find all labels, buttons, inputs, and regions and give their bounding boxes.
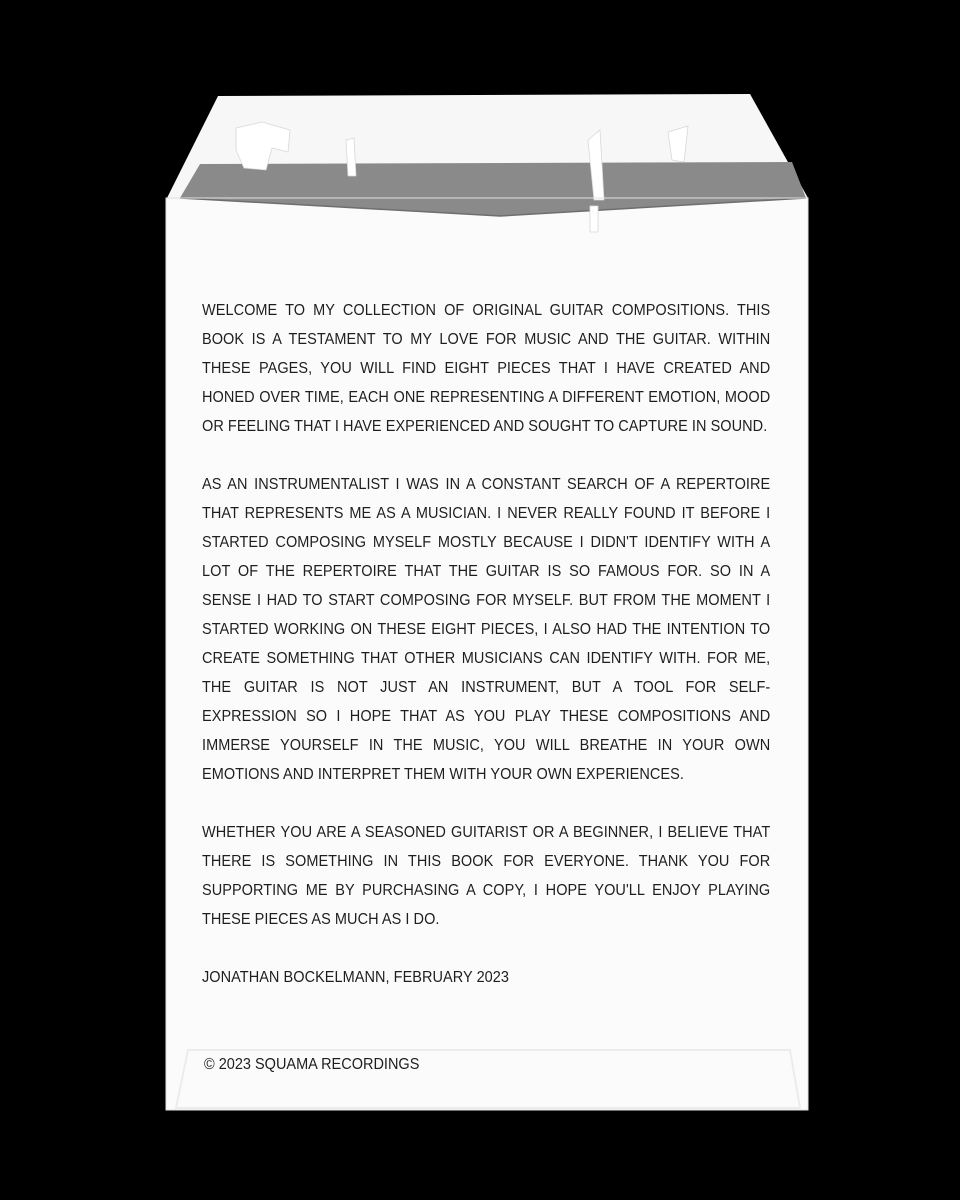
copyright-line: © 2023 SQUAMA RECORDINGS: [204, 1056, 420, 1073]
signature-line: JONATHAN BOCKELMANN, FEBRUARY 2023: [202, 969, 510, 986]
paragraph-welcome: WELCOME TO MY COLLECTION OF ORIGINAL GUITAR COMPOSITIONS. THIS BOOK IS A TESTAMENT TO MY LOVE FOR MUSIC AND THE GUITAR. WITHIN THESE PAGES, YOU WILL FIND EIGHT PIECES THAT I HAVE CREATED AND HONED OVER TIME, EACH ONE REPRESENTING A DIFFERENT EMOTION, MOOD OR FEELING THAT I HAVE EXPERIENCED AND SOUGHT TO CAPTURE IN SOUND.: [202, 302, 771, 435]
letter-text: [202, 296, 770, 992]
paragraph-thanks: WHETHER YOU ARE A SEASONED GUITARIST OR A BEGINNER, I BELIEVE THAT THERE IS SOMETHING IN THIS BOOK FOR EVERYONE. THANK YOU FOR SUPPORTING ME BY PURCHASING A COPY, I HOPE YOU'LL ENJOY PLAYING THESE PIECES AS MUCH AS I DO.: [202, 824, 771, 928]
paragraph-instrumentalist: AS AN INSTRUMENTALIST I WAS IN A CONSTANT SEARCH OF A REPERTOIRE THAT REPRESENTS ME AS A MUSICIAN. I NEVER REALLY FOUND IT BEFORE I STARTED COMPOSING MYSELF MOSTLY BECAUSE I DIDN'T IDENTIFY WITH A LOT OF THE REPERTOIRE THAT THE GUITAR IS SO FAMOUS FOR. SO IN A SENSE I HAD TO START COMPOSING FOR MYSELF. BUT FROM THE MOMENT I STARTED WORKING ON THESE EIGHT PIECES, I ALSO HAD THE INTENTION TO CREATE SOMETHING THAT OTHER MUSICIANS CAN IDENTIFY WITH. FOR ME, THE GUITAR IS NOT JUST AN INSTRUMENT, BUT A TOOL FOR SELF-EXPRESSION SO I HOPE THAT AS YOU PLAY THESE COMPOSITIONS AND IMMERSE YOURSELF IN THE MUSIC, YOU WILL BREATHE IN YOUR OWN EMOTIONS AND INTERPRET THEM WITH YOUR OWN EXPERIENCES.: [202, 476, 771, 783]
